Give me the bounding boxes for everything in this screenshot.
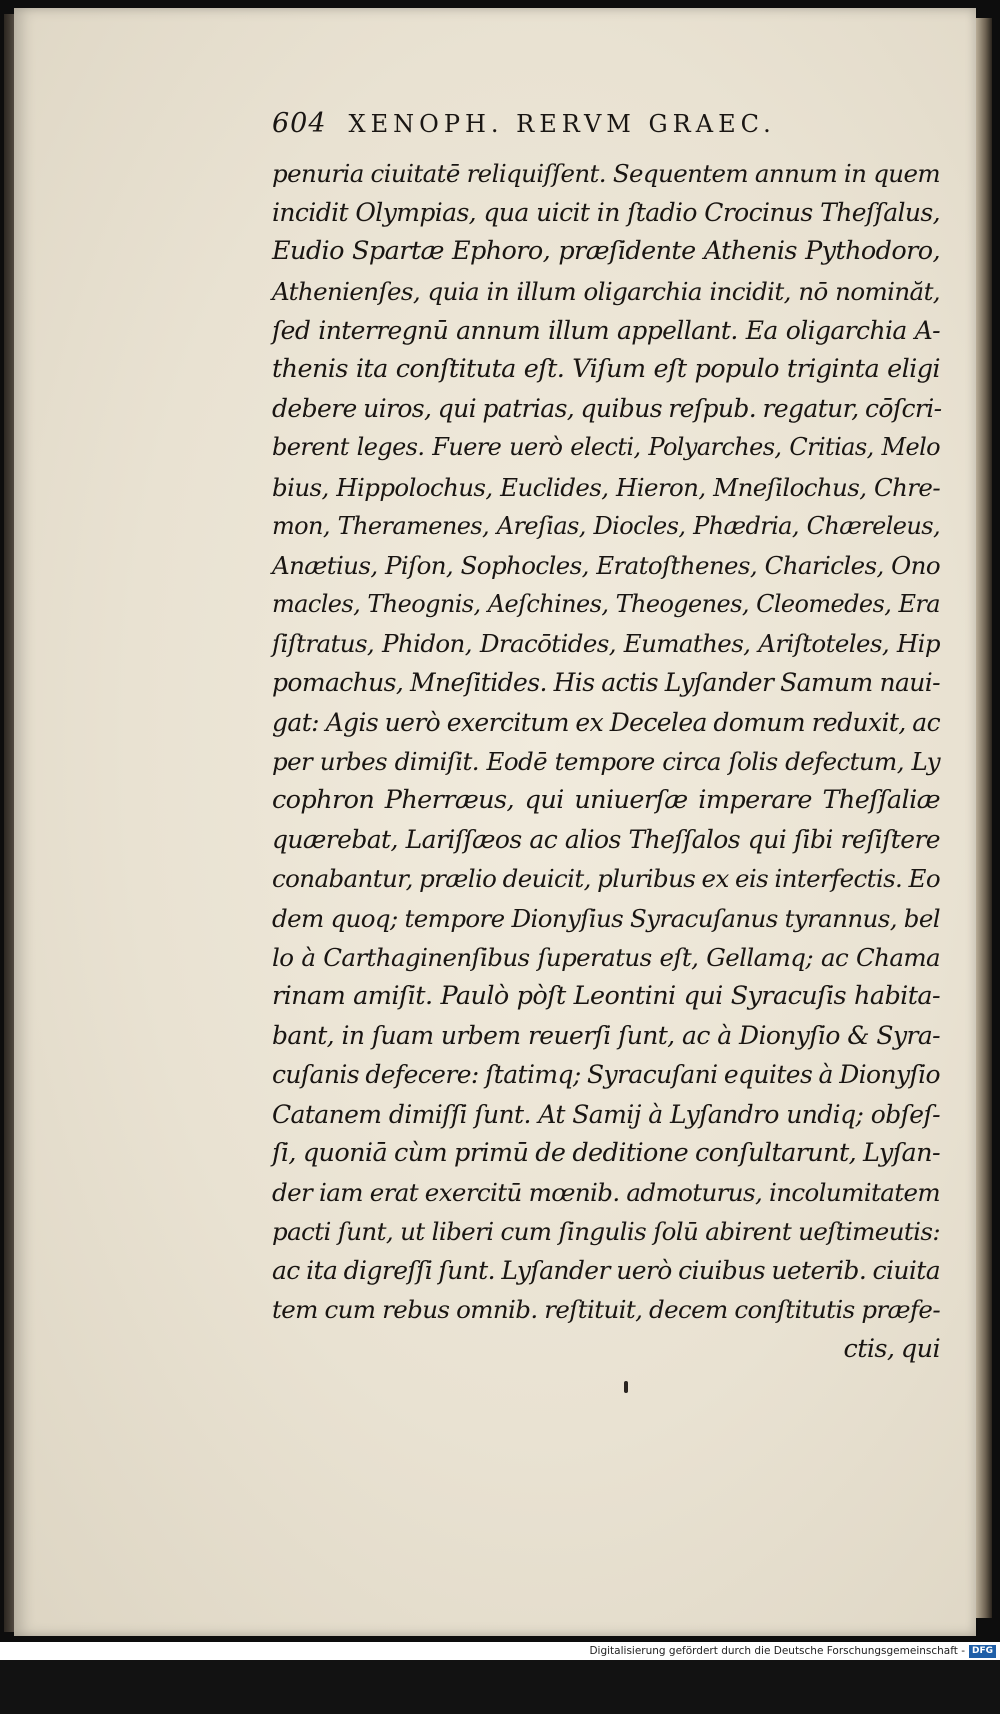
funding-credit: Digitalisierung gefördert durch die Deutsche Forschungsgemeinschaft - xyxy=(589,1645,965,1657)
text-line: Catanem dimiſſi ſunt. At Samij à Lyſandro undiq; obſeſ- xyxy=(272,1099,940,1129)
text-line: dem quoq; tempore Dionyſius Syracuſanus tyrannus, bel xyxy=(272,903,940,933)
text-line: Eudio Spartæ Ephoro, præſidente Athenis Pythodoro, xyxy=(272,236,940,267)
text-line: Athenienſes, quia in illum oligarchia incidit, nō nominăt, xyxy=(272,276,940,306)
ink-speck xyxy=(624,1381,628,1393)
text-line: cuſanis defecere: ſtatimq; Syracuſani equites à Dionyſio xyxy=(272,1060,941,1090)
text-line: penuria ciuitatē reliquiſſent. Sequentem annum in quem xyxy=(272,159,940,188)
running-head xyxy=(272,108,872,148)
text-line: pomachus, Mneſitides. His actis Lyſander Samum naui- xyxy=(272,668,940,698)
text-line: ſed interregnū annum illum appellant. Ea oligarchia A- xyxy=(272,315,940,345)
text-line: ſi, quoniā cùm primū de deditione conſultarunt, Lyſan- xyxy=(272,1137,940,1168)
text-line: der iam erat exercitū mœnib. admoturus, incolumitatem xyxy=(272,1177,940,1207)
text-line: thenis ita conſtituta eſt. Viſum eſt populo triginta eligi xyxy=(272,353,940,384)
page-edge xyxy=(976,18,992,1618)
text-line: lo à Carthaginenſibus ſuperatus eſt, Gellamq; ac Chama xyxy=(272,942,940,972)
text-line: rinam amiſit. Paulò pòſt Leontini qui Syracuſis habita- xyxy=(272,980,940,1011)
text-line: per urbes dimiſit. Eodē tempore circa ſolis defectum, Ly xyxy=(272,746,940,776)
text-line: cophron Pherræus, qui uniuerſæ imperare Theſſaliæ xyxy=(272,785,940,815)
text-line: bius, Hippolochus, Euclides, Hieron, Mneſilochus, Chre- xyxy=(272,472,940,502)
text-line: incidit Olympias, qua uicit in ſtadio Crocinus Theſſalus, xyxy=(272,198,940,228)
text-line: mon, Theramenes, Areſias, Diocles, Phædria, Chæreleus, xyxy=(272,511,940,540)
text-line: ſiſtratus, Phidon, Dracōtides, Eumathes, Ariſtoteles, Hip xyxy=(272,629,940,659)
dfg-logo: DFG xyxy=(969,1645,996,1658)
text-line: Anætius, Piſon, Sophocles, Eratoſthenes, Charicles, Ono xyxy=(272,550,940,580)
text-line: ac ita digreſſi ſunt. Lyſander uerò ciuibus ueterib. ciuita xyxy=(272,1256,940,1286)
text-line: pacti ſunt, ut liberi cum ſingulis ſolū abirent ueſtimeutis: xyxy=(272,1217,940,1247)
text-line: debere uiros, qui patrias, quibus reſpub. regatur, cōſcri- xyxy=(272,394,942,424)
page-number: 604 xyxy=(272,108,327,139)
text-line: gat: Agis uerò exercitum ex Decelea domum reduxit, ac xyxy=(272,707,940,737)
text-line: berent leges. Fuere uerò electi, Polyarches, Critias, Melo xyxy=(272,433,940,462)
text-line: ctis, qui xyxy=(843,1333,940,1364)
text-line: tem cum rebus omnib. reſtituit, decem conſtitutis præfe- xyxy=(272,1295,940,1325)
text-line: quærebat, Lariſſæos ac alios Theſſalos qui ſibi reſiſtere xyxy=(272,825,940,855)
text-line: macles, Theognis, Aeſchines, Theogenes, Cleomedes, Era xyxy=(272,590,940,619)
digitization-footer xyxy=(0,1642,1000,1660)
body-text xyxy=(272,154,940,1714)
text-line: bant, in ſuam urbem reuerſi ſunt, ac à Dionyſio & Syra- xyxy=(272,1021,940,1051)
text-line: conabantur, prælio deuicit, pluribus ex eis interfectis. Eo xyxy=(272,864,940,894)
running-head-title: XENOPH. RERVM GRAEC. xyxy=(348,110,776,138)
